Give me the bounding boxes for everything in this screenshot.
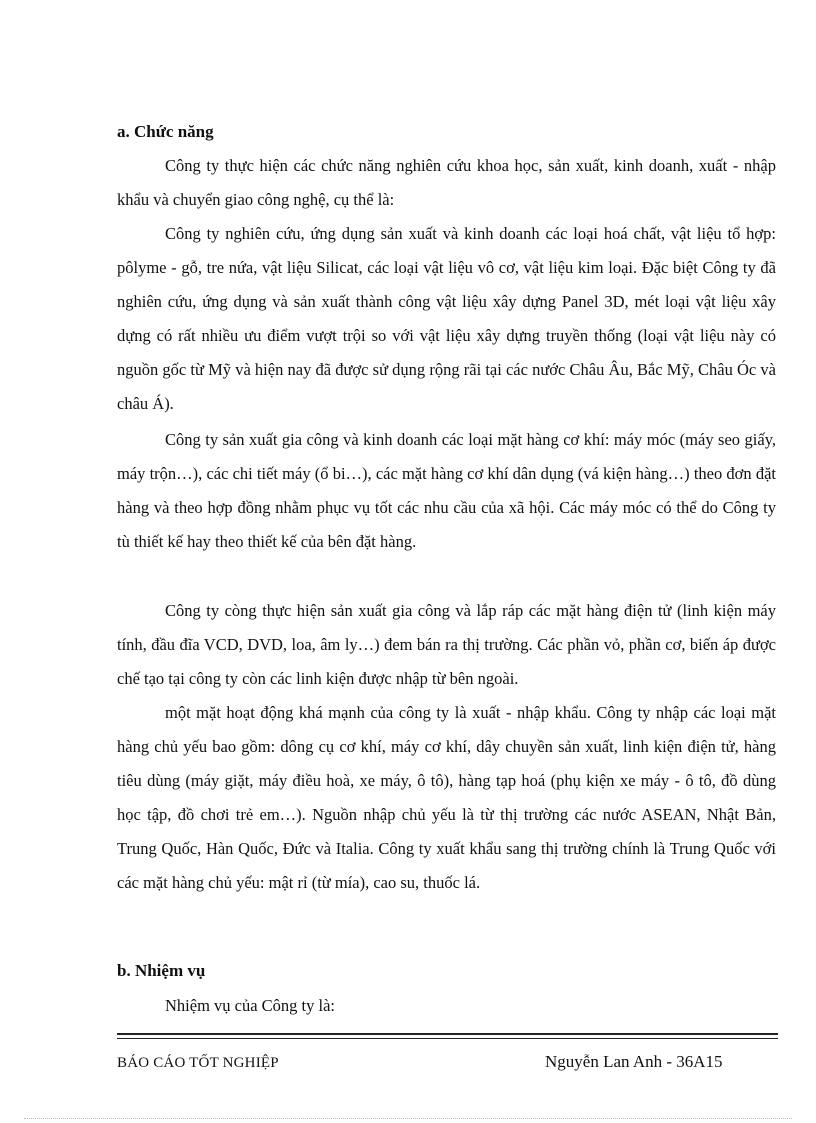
footer-author: Nguyễn Lan Anh - 36A15 bbox=[545, 1052, 723, 1071]
section-a-heading: a. Chức năng bbox=[117, 122, 214, 141]
section-b-heading: b. Nhiệm vụ bbox=[117, 961, 206, 980]
footer-report-title: BÁO CÁO TỐT NGHIỆP bbox=[117, 1055, 279, 1071]
paragraph: Công ty thực hiện các chức năng nghiên cứu khoa học, sản xuất, kinh doanh, xuất - nhập khẩu và chuyển giao công nghệ, cụ thể là: bbox=[117, 156, 776, 209]
footer-rule-thin bbox=[117, 1038, 778, 1039]
paragraph: một mặt hoạt động khá mạnh của công ty là xuất - nhập khẩu. Công ty nhập các loại mặt hàng chủ yếu bao gồm: dông cụ cơ khí, máy cơ khí, dây chuyền sản xuất, linh kiện điện tử, hàng tiêu dùng (máy giặt, máy điều hoà, xe máy, ô tô), hàng tạp hoá (phụ kiện xe máy - ô tô, đồ dùng học tập, đồ chơi trẻ em…). Nguồn nhập chủ yếu là từ thị trường các nước ASEAN, Nhật Bản, Trung Quốc, Hàn Quốc, Đức và Italia. Công ty xuất khẩu sang thị trường chính là Trung Quốc với các mặt hàng chủ yếu: mật rỉ (từ mía), cao su, thuốc lá. bbox=[117, 703, 776, 892]
paragraph: Công ty sản xuất gia công và kinh doanh các loại mặt hàng cơ khí: máy móc (máy seo giấy, máy trộn…), các chi tiết máy (ổ bi…), các mặt hàng cơ khí dân dụng (vá kiện hàng…) theo đơn đặt hàng và theo hợp đồng nhằm phục vụ tốt các nhu cầu của xã hội. Các máy móc có thể do Công ty tù thiết kế hay theo thiết kế của bên đặt hàng. bbox=[117, 430, 776, 551]
paragraph: Công ty còng thực hiện sản xuất gia công và lắp ráp các mặt hàng điện tử (linh kiện máy tính, đầu đĩa VCD, DVD, loa, âm ly…) đem bán ra thị trường. Các phần vỏ, phần cơ, biến áp được chế tạo tại công ty còn các linh kiện được nhập từ bên ngoài. bbox=[117, 601, 776, 688]
page-edge-divider bbox=[24, 1118, 792, 1119]
paragraph: Công ty nghiên cứu, ứng dụng sản xuất và kinh doanh các loại hoá chất, vật liệu tổ hợp: pôlyme - gỗ, tre nứa, vật liệu Silicat, các loại vật liệu vô cơ, vật liệu kim loại. Đặc biệt Công ty đã nghiên cứu, ứng dụng và sản xuất thành công vật liệu xây dựng Panel 3D, mét loại vật liệu xây dựng có rất nhiều ưu điểm vượt trội so với vật liệu xây dựng truyền thống (loại vật liệu này có nguồn gốc từ Mỹ và hiện nay đã được sử dụng rộng rãi tại các nước Châu Âu, Bắc Mỹ, Châu Óc và châu Á). bbox=[117, 224, 776, 413]
footer-rule-thick bbox=[117, 1033, 778, 1035]
paragraph: Nhiệm vụ của Công ty là: bbox=[165, 996, 336, 1015]
